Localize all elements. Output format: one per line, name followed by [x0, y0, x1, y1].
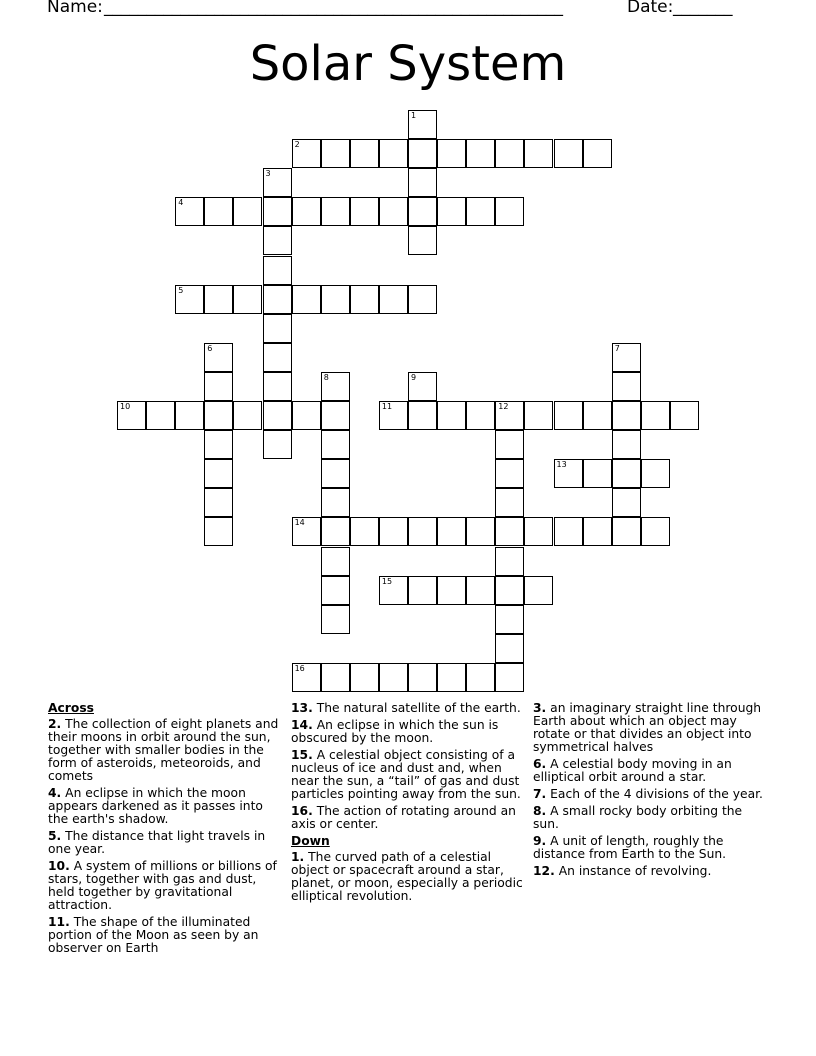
grid-cell[interactable] [321, 517, 350, 546]
clue-number: 12. [533, 864, 555, 878]
clue-text: The collection of eight planets and their moons in orbit around the sun, together with smaller bodies in the form of asteroids, meteoroids, and comets [48, 717, 279, 783]
clues-column-2 [291, 702, 529, 907]
cell-number: 7 [614, 343, 620, 353]
grid-cell[interactable] [612, 459, 641, 488]
grid-cell[interactable] [408, 285, 437, 314]
grid-cell[interactable] [408, 168, 437, 197]
clue-number: 3. [533, 701, 547, 715]
grid-cell[interactable] [466, 576, 495, 605]
clue-across-14 [291, 719, 529, 745]
grid-cell[interactable] [117, 401, 146, 430]
clue-number: 7. [533, 787, 547, 801]
grid-cell[interactable] [321, 430, 350, 459]
grid-cell[interactable] [583, 139, 612, 168]
grid-cell[interactable] [495, 459, 524, 488]
grid-cell[interactable] [263, 226, 292, 255]
cell-number: 4 [178, 198, 184, 208]
grid-cell[interactable] [204, 197, 233, 226]
grid-cell[interactable] [524, 139, 553, 168]
clue-number: 1. [291, 850, 305, 864]
grid-cell[interactable] [641, 517, 670, 546]
grid-cell[interactable] [321, 605, 350, 634]
grid-cell[interactable] [408, 197, 437, 226]
grid-cell[interactable] [292, 663, 321, 692]
grid-cell[interactable] [263, 401, 292, 430]
grid-cell[interactable] [263, 168, 292, 197]
grid-cell[interactable] [495, 139, 524, 168]
clue-number: 10. [48, 859, 70, 873]
grid-cell[interactable] [437, 139, 466, 168]
grid-cell[interactable] [204, 488, 233, 517]
grid-cell[interactable] [204, 517, 233, 546]
grid-cell[interactable] [583, 517, 612, 546]
grid-cell[interactable] [437, 576, 466, 605]
clue-text: A celestial object consisting of a nucleus of ice and dust and, when near the sun, a “tail” of gas and dust particles pointing away from the sun. [291, 748, 521, 801]
clues-column-3 [533, 702, 769, 882]
down-heading: Down [291, 834, 330, 848]
grid-cell[interactable] [583, 401, 612, 430]
grid-cell[interactable] [175, 197, 204, 226]
grid-cell[interactable] [612, 517, 641, 546]
grid-cell[interactable] [233, 197, 262, 226]
clue-number: 13. [291, 701, 313, 715]
clue-text: An eclipse in which the moon appears darkened as it passes into the earth's shadow. [48, 786, 263, 826]
grid-cell[interactable] [524, 576, 553, 605]
grid-cell[interactable] [350, 285, 379, 314]
clue-across-2 [48, 718, 286, 783]
clue-across-5 [48, 830, 286, 856]
clue-down-12 [533, 865, 769, 878]
grid-cell[interactable] [408, 401, 437, 430]
grid-cell[interactable] [146, 401, 175, 430]
clue-text: A unit of length, roughly the distance from Earth to the Sun. [533, 834, 727, 861]
grid-cell[interactable] [554, 139, 583, 168]
grid-cell[interactable] [466, 139, 495, 168]
grid-cell[interactable] [379, 285, 408, 314]
clues-column-1 [48, 702, 286, 959]
clue-text: an imaginary straight line through Earth about which an object may rotate or that divides an object into symmetrical halves [533, 701, 762, 754]
clue-number: 9. [533, 834, 547, 848]
grid-cell[interactable] [612, 372, 641, 401]
grid-cell[interactable] [466, 517, 495, 546]
grid-cell[interactable] [495, 576, 524, 605]
clue-number: 16. [291, 804, 313, 818]
cell-number: 10 [120, 402, 131, 411]
grid-cell[interactable] [292, 401, 321, 430]
grid-cell[interactable] [321, 663, 350, 692]
grid-cell[interactable] [524, 401, 553, 430]
grid-cell[interactable] [321, 547, 350, 576]
grid-cell[interactable] [466, 197, 495, 226]
grid-cell[interactable] [408, 110, 437, 139]
grid-cell[interactable] [641, 459, 670, 488]
grid-cell[interactable] [321, 139, 350, 168]
clue-text: The natural satellite of the earth. [316, 701, 521, 715]
clue-number: 11. [48, 915, 70, 929]
grid-cell[interactable] [408, 226, 437, 255]
grid-cell[interactable] [204, 372, 233, 401]
cell-number: 14 [294, 518, 305, 528]
clue-down-1 [291, 851, 529, 903]
date-label: Date: [627, 0, 674, 17]
grid-cell[interactable] [292, 197, 321, 226]
grid-cell[interactable] [263, 285, 292, 314]
grid-cell[interactable] [263, 430, 292, 459]
grid-cell[interactable] [612, 343, 641, 372]
grid-cell[interactable] [408, 372, 437, 401]
grid-cell[interactable] [437, 401, 466, 430]
grid-cell[interactable] [204, 285, 233, 314]
clue-number: 14. [291, 718, 313, 732]
name-line: ______________________________________________________ [104, 0, 563, 17]
grid-cell[interactable] [263, 372, 292, 401]
grid-cell[interactable] [583, 459, 612, 488]
grid-cell[interactable] [495, 663, 524, 692]
grid-cell[interactable] [612, 401, 641, 430]
grid-cell[interactable] [321, 372, 350, 401]
grid-cell[interactable] [350, 517, 379, 546]
grid-cell[interactable] [321, 576, 350, 605]
grid-cell[interactable] [379, 139, 408, 168]
clue-number: 4. [48, 786, 62, 800]
grid-cell[interactable] [321, 459, 350, 488]
grid-cell[interactable] [263, 256, 292, 285]
grid-cell[interactable] [292, 139, 321, 168]
clue-down-6 [533, 758, 769, 784]
across-heading: Across [48, 701, 94, 715]
grid-cell[interactable] [379, 197, 408, 226]
grid-cell[interactable] [233, 401, 262, 430]
cell-number: 11 [381, 402, 393, 411]
grid-cell[interactable] [204, 430, 233, 459]
clue-across-16 [291, 805, 529, 831]
clue-text: A small rocky body orbiting the sun. [533, 804, 743, 831]
grid-cell[interactable] [554, 459, 583, 488]
cell-number: 2 [294, 140, 300, 150]
grid-cell[interactable] [437, 197, 466, 226]
grid-cell[interactable] [641, 401, 670, 430]
grid-cell[interactable] [495, 634, 524, 663]
grid-cell[interactable] [204, 343, 233, 372]
clue-number: 8. [533, 804, 547, 818]
clue-text: The action of rotating around an axis or center. [291, 804, 516, 831]
cell-number: 12 [498, 402, 509, 411]
grid-cell[interactable] [350, 197, 379, 226]
grid-cell[interactable] [292, 285, 321, 314]
cell-number: 16 [294, 663, 305, 673]
grid-cell[interactable] [379, 576, 408, 605]
clue-number: 6. [533, 757, 547, 771]
grid-cell[interactable] [263, 343, 292, 372]
clue-text: An instance of revolving. [558, 864, 712, 878]
cell-number: 9 [411, 372, 417, 382]
clue-text: An eclipse in which the sun is obscured by the moon. [291, 718, 499, 745]
grid-cell[interactable] [379, 663, 408, 692]
grid-cell[interactable] [466, 663, 495, 692]
grid-cell[interactable] [437, 663, 466, 692]
grid-cell[interactable] [495, 605, 524, 634]
cell-number: 13 [556, 460, 567, 470]
grid-cell[interactable] [670, 401, 699, 430]
grid-cell[interactable] [321, 401, 350, 430]
grid-cell[interactable] [408, 663, 437, 692]
clue-across-15 [291, 749, 529, 801]
page-title: Solar System [249, 36, 567, 92]
grid-cell[interactable] [292, 517, 321, 546]
clue-down-7 [533, 788, 769, 801]
grid-cell[interactable] [408, 576, 437, 605]
grid-cell[interactable] [408, 517, 437, 546]
grid-cell[interactable] [495, 197, 524, 226]
clue-number: 2. [48, 717, 62, 731]
grid-cell[interactable] [495, 517, 524, 546]
clue-down-3 [533, 702, 769, 754]
grid-cell[interactable] [524, 517, 553, 546]
grid-cell[interactable] [350, 663, 379, 692]
clue-down-8 [533, 805, 769, 831]
grid-cell[interactable] [495, 401, 524, 430]
grid-cell[interactable] [612, 430, 641, 459]
cell-number: 6 [207, 343, 213, 353]
clue-across-10 [48, 860, 286, 912]
clue-number: 15. [291, 748, 313, 762]
grid-cell[interactable] [379, 401, 408, 430]
grid-cell[interactable] [321, 197, 350, 226]
clue-across-11 [48, 916, 286, 955]
grid-cell[interactable] [263, 197, 292, 226]
cell-number: 8 [323, 372, 329, 382]
grid-cell[interactable] [350, 139, 379, 168]
grid-cell[interactable] [495, 430, 524, 459]
grid-cell[interactable] [175, 285, 204, 314]
grid-cell[interactable] [175, 401, 204, 430]
clue-text: The curved path of a celestial object or spacecraft around a star, planet, or moon, especially a periodic elliptical revolution. [291, 850, 523, 903]
grid-cell[interactable] [466, 401, 495, 430]
grid-cell[interactable] [204, 401, 233, 430]
grid-cell[interactable] [233, 285, 262, 314]
clue-down-9 [533, 835, 769, 861]
grid-cell[interactable] [408, 139, 437, 168]
clue-across-13 [291, 702, 529, 715]
grid-cell[interactable] [495, 488, 524, 517]
clue-text: Each of the 4 divisions of the year. [550, 787, 763, 801]
clue-across-4 [48, 787, 286, 826]
cell-number: 3 [265, 169, 271, 179]
clue-text: A celestial body moving in an elliptical orbit around a star. [533, 757, 732, 784]
grid-cell[interactable] [204, 459, 233, 488]
grid-cell[interactable] [554, 401, 583, 430]
cell-number: 5 [178, 285, 184, 295]
grid-cell[interactable] [437, 517, 466, 546]
grid-cell[interactable] [612, 488, 641, 517]
date-line: _______ [673, 0, 733, 17]
clue-text: A system of millions or billions of stars, together with gas and dust, held together by gravitational attraction. [48, 859, 277, 912]
name-label: Name: [47, 0, 103, 17]
clue-text: The shape of the illuminated portion of the Moon as seen by an observer on Earth [48, 915, 259, 955]
grid-cell[interactable] [263, 314, 292, 343]
grid-cell[interactable] [321, 285, 350, 314]
grid-cell[interactable] [495, 547, 524, 576]
clue-text: The distance that light travels in one year. [48, 829, 266, 856]
clue-number: 5. [48, 829, 62, 843]
grid-cell[interactable] [379, 517, 408, 546]
grid-cell[interactable] [554, 517, 583, 546]
cell-number: 15 [381, 576, 393, 586]
cell-number: 1 [411, 111, 417, 120]
grid-cell[interactable] [321, 488, 350, 517]
